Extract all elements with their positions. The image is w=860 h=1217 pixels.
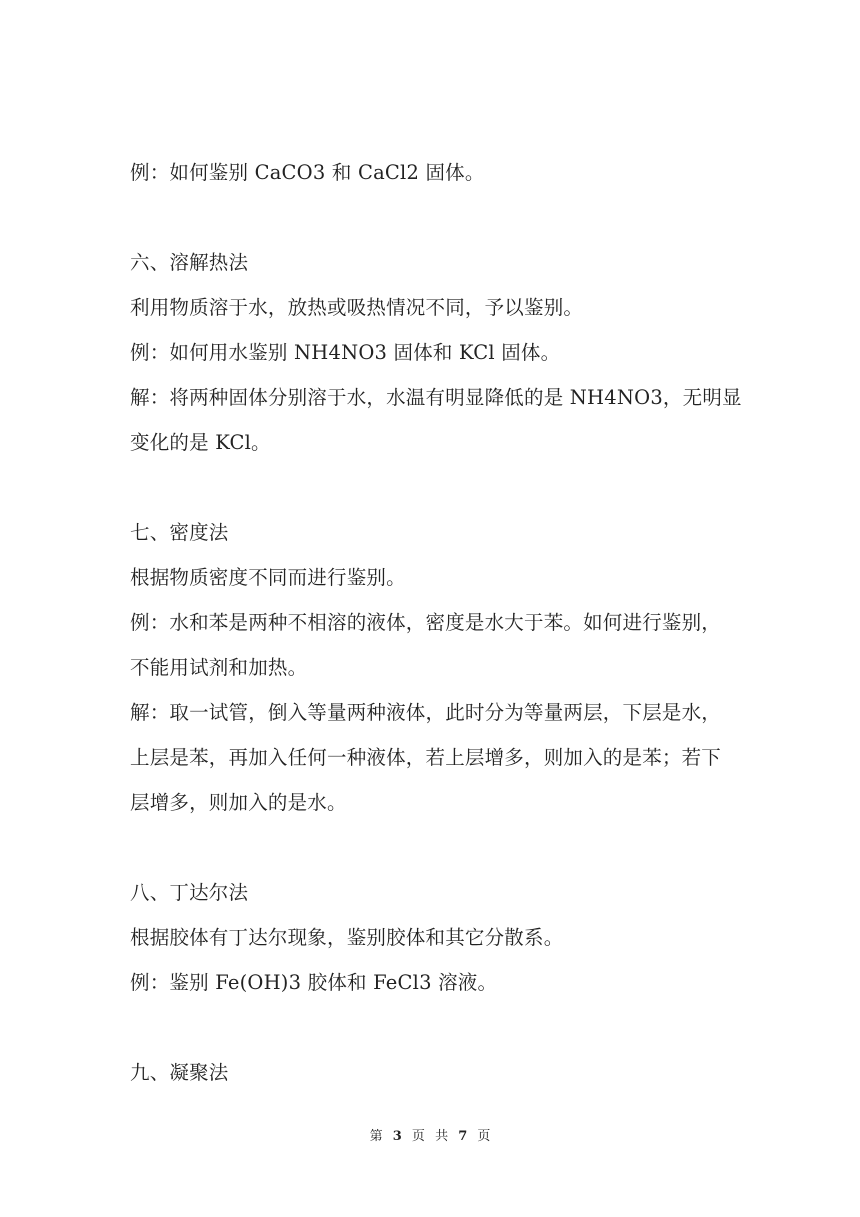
footer-current-page: 3: [392, 1129, 402, 1144]
section-heading-6: 六、溶解热法: [130, 251, 249, 274]
solution-line-continued: 层增多，则加入的是水。: [130, 791, 347, 814]
example-line: 例：如何用水鉴别 NH4NO3 固体和 KCl 固体。: [130, 341, 561, 364]
solution-line: 解：将两种固体分别溶于水，水温有明显降低的是 NH4NO3，无明显: [130, 386, 742, 409]
paragraph-line: 利用物质溶于水，放热或吸热情况不同，予以鉴别。: [130, 296, 584, 319]
paragraph-line: 根据胶体有丁达尔现象，鉴别胶体和其它分散系。: [130, 926, 564, 949]
paragraph-line: 根据物质密度不同而进行鉴别。: [130, 566, 406, 589]
solution-line-continued: 上层是苯，再加入任何一种液体，若上层增多，则加入的是苯；若下: [130, 746, 722, 769]
footer-total-pages: 7: [458, 1129, 468, 1144]
footer-ye: 页: [411, 1129, 425, 1144]
example-line: 例：鉴别 Fe(OH)3 胶体和 FeCl3 溶液。: [130, 971, 498, 994]
example-line-continued: 不能用试剂和加热。: [130, 656, 308, 679]
footer-gong: 共: [435, 1129, 449, 1144]
section-heading-9: 九、凝聚法: [130, 1061, 229, 1084]
example-line: 例：如何鉴别 CaCO3 和 CaCl2 固体。: [130, 161, 485, 184]
footer-ye: 页: [477, 1129, 491, 1144]
example-line: 例：水和苯是两种不相溶的液体，密度是水大于苯。如何进行鉴别，: [130, 611, 722, 634]
solution-line: 解：取一试管，倒入等量两种液体，此时分为等量两层，下层是水，: [130, 701, 722, 724]
footer-di: 第: [369, 1129, 383, 1144]
section-heading-7: 七、密度法: [130, 521, 229, 544]
solution-line-continued: 变化的是 KCl。: [130, 431, 271, 454]
page-footer: [0, 1128, 860, 1146]
section-heading-8: 八、丁达尔法: [130, 881, 249, 904]
